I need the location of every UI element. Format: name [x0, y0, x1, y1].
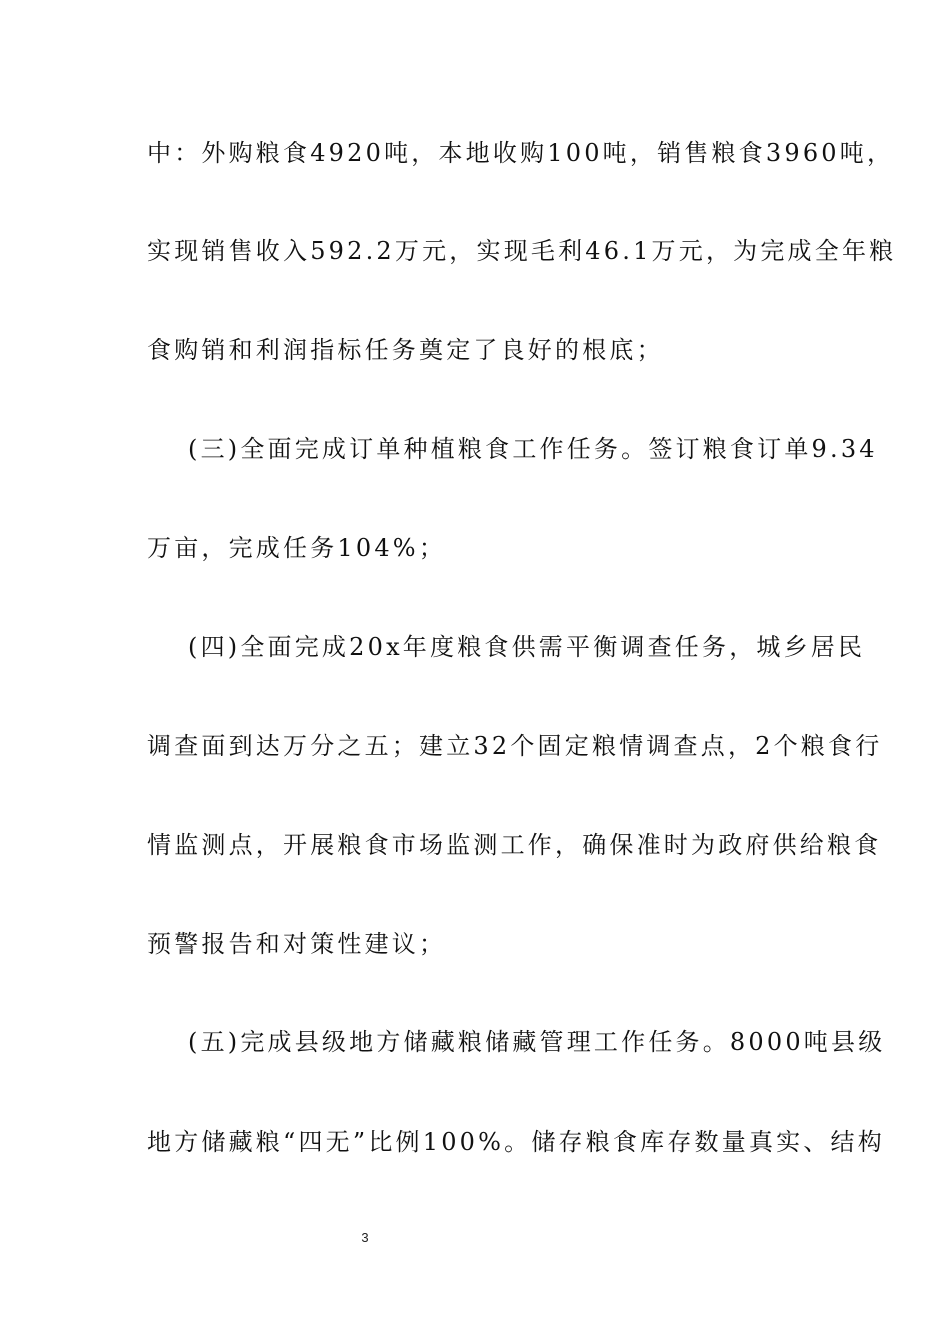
- body-line-8: 情监测点，开展粮食市场监测工作，确保准时为政府供给粮食: [147, 831, 882, 859]
- body-line-9: 预警报告和对策性建议；: [147, 930, 447, 958]
- body-line-7: 调查面到达万分之五；建立32个固定粮情调查点，2个粮食行: [147, 732, 883, 760]
- body-line-4-section-three: (三)全面完成订单种植粮食工作任务。签订粮食订单9.34: [188, 435, 878, 463]
- body-line-1: 中：外购粮食4920吨，本地收购100吨，销售粮食3960吨，: [147, 139, 895, 167]
- body-line-11: 地方储藏粮“四无”比例100%。储存粮食库存数量真实、结构: [147, 1128, 885, 1156]
- body-line-3: 食购销和利润指标任务奠定了良好的根底；: [147, 336, 664, 364]
- body-line-10-section-five: (五)完成县级地方储藏粮储藏管理工作任务。8000吨县级: [188, 1028, 886, 1056]
- body-line-2: 实现销售收入592.2万元，实现毛利46.1万元，为完成全年粮: [147, 237, 897, 265]
- page-number: 3: [361, 1230, 369, 1245]
- body-line-5: 万亩，完成任务104%；: [147, 534, 447, 562]
- body-line-6-section-four: (四)全面完成20x年度粮食供需平衡调查任务，城乡居民: [188, 633, 866, 661]
